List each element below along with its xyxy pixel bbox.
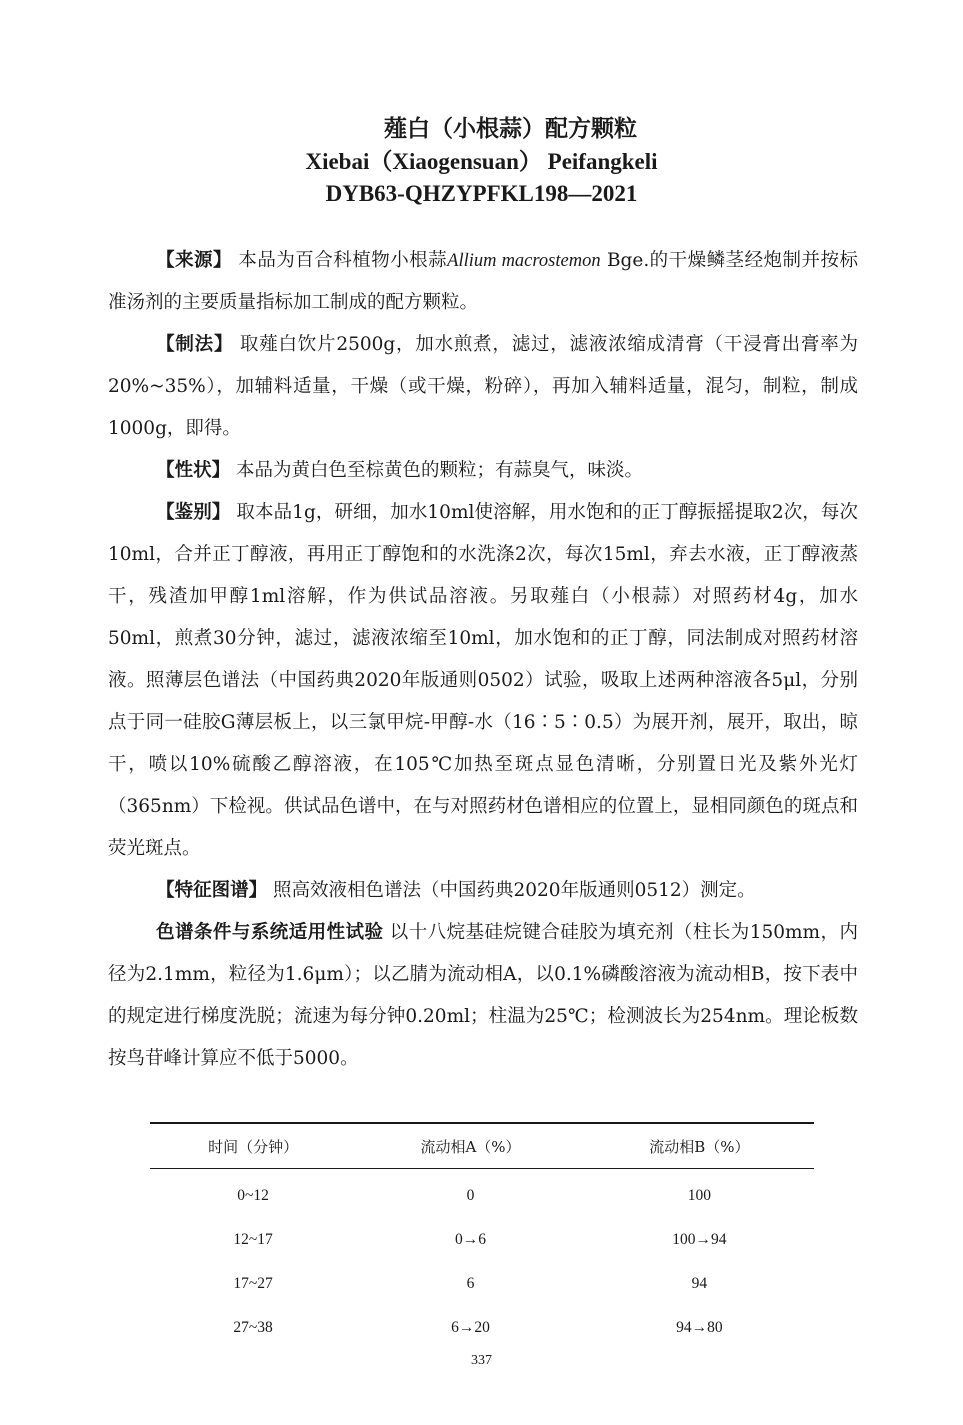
section-text: 以十八烷基硅烷键合硅胶为填充剂（柱长为150mm，内径为2.1mm，粒径为1.6μm）；以乙腈为流动相A，以0.1%磷酸溶液为流动相B，按下表中的规定进行梯度洗脱；流速为每分钟0.20ml；柱温为25℃；检测波长为254nm。理论板数按鸟苷峰计算应不低于5000。 [108, 922, 858, 1069]
section-text: 取薤白饮片2500g，加水煎煮，滤过，滤液浓缩成清膏（干浸膏出膏率为20%~35%），加辅料适量，干燥（或干燥，粉碎），再加入辅料适量，混匀，制粒，制成1000g，即得。 [108, 334, 858, 439]
table-cell: 6→20 [451, 1319, 490, 1336]
table-row [150, 1218, 814, 1262]
table-header-row [150, 1123, 814, 1169]
section-label: 【制法】 [156, 334, 234, 355]
table-row [150, 1306, 814, 1350]
table-cell: 17~27 [233, 1275, 273, 1292]
section-text: 本品为黄白色至棕黄色的颗粒；有蒜臭气，味淡。 [236, 460, 644, 481]
table-cell: 27~38 [233, 1319, 273, 1336]
table-cell: 100 [687, 1187, 712, 1204]
table-cell: 0→6 [455, 1231, 486, 1248]
table-cell: 6 [466, 1275, 475, 1292]
section-preparation [108, 324, 858, 450]
table-cell: 0~12 [237, 1187, 269, 1204]
table-header-phase-b: 流动相B（%） [585, 1123, 814, 1169]
title-block [0, 112, 963, 210]
document-body [108, 240, 858, 1080]
section-identification [108, 492, 858, 870]
latin-name: Allium macrostemon [447, 251, 601, 271]
section-text: 取本品1g，研细，加水10ml使溶解，用水饱和的正丁醇振摇提取2次，每次10ml，合并正丁醇液，再用正丁醇饱和的水洗涤2次，每次15ml，弃去水液，正丁醇液蒸干，残渣加甲醇1ml溶解，作为供试品溶液。另取薤白（小根蒜）对照药材4g，加水50ml，煎煮30分钟，滤过，滤液浓缩至10ml，加水饱和的正丁醇，同法制成对照药材溶液。照薄层色谱法（中国药典2020年版通则0502）试验，吸取上述两种溶液各5μl，分别点于同一硅胶G薄层板上，以三氯甲烷-甲醇-水（16∶5∶0.5）为展开剂，展开，取出，晾干，喷以10%硫酸乙醇溶液，在105℃加热至斑点显色清晰，分别置日光及紫外光灯（365nm）下检视。供试品色谱中，在与对照药材色谱相应的位置上，显相同颜色的斑点和荧光斑点。 [108, 502, 858, 859]
table-cell: 94→80 [676, 1319, 723, 1336]
table-cell: 12~17 [233, 1231, 273, 1248]
section-label: 【来源】 [156, 250, 233, 271]
section-text: 本品为百合科植物小根蒜 [238, 250, 448, 271]
section-character [108, 450, 858, 492]
table-cell: 94 [691, 1275, 708, 1292]
page-number: 337 [471, 1353, 492, 1368]
section-text: 照高效液相色谱法（中国药典2020年版通则0512）测定。 [273, 880, 756, 901]
section-text: Bge.的干燥鳞茎经炮制并按标准汤剂的主要质量指标加工制成的配方颗粒。 [108, 250, 858, 313]
section-label: 【性状】 [156, 460, 231, 481]
section-conditions [108, 912, 858, 1080]
title-pinyin: Xiebai（Xiaogensuan） Peifangkeli [305, 149, 658, 174]
table-header-time: 时间（分钟） [150, 1123, 356, 1169]
table-cell: 100→94 [672, 1231, 727, 1248]
table-row [150, 1169, 814, 1219]
section-fingerprint [108, 870, 858, 912]
table-row [150, 1262, 814, 1306]
table-cell: 0 [466, 1187, 475, 1204]
section-label: 色谱条件与系统适用性试验 [156, 922, 384, 943]
table-header-phase-a: 流动相A（%） [356, 1123, 585, 1169]
standard-code: DYB63-QHZYPFKL198—2021 [325, 181, 638, 206]
gradient-table [150, 1122, 814, 1350]
title-chinese: 薤白（小根蒜）配方颗粒 [384, 115, 637, 142]
section-label: 【特征图谱】 [156, 880, 268, 901]
section-source [108, 240, 858, 324]
section-label: 【鉴别】 [156, 502, 231, 523]
